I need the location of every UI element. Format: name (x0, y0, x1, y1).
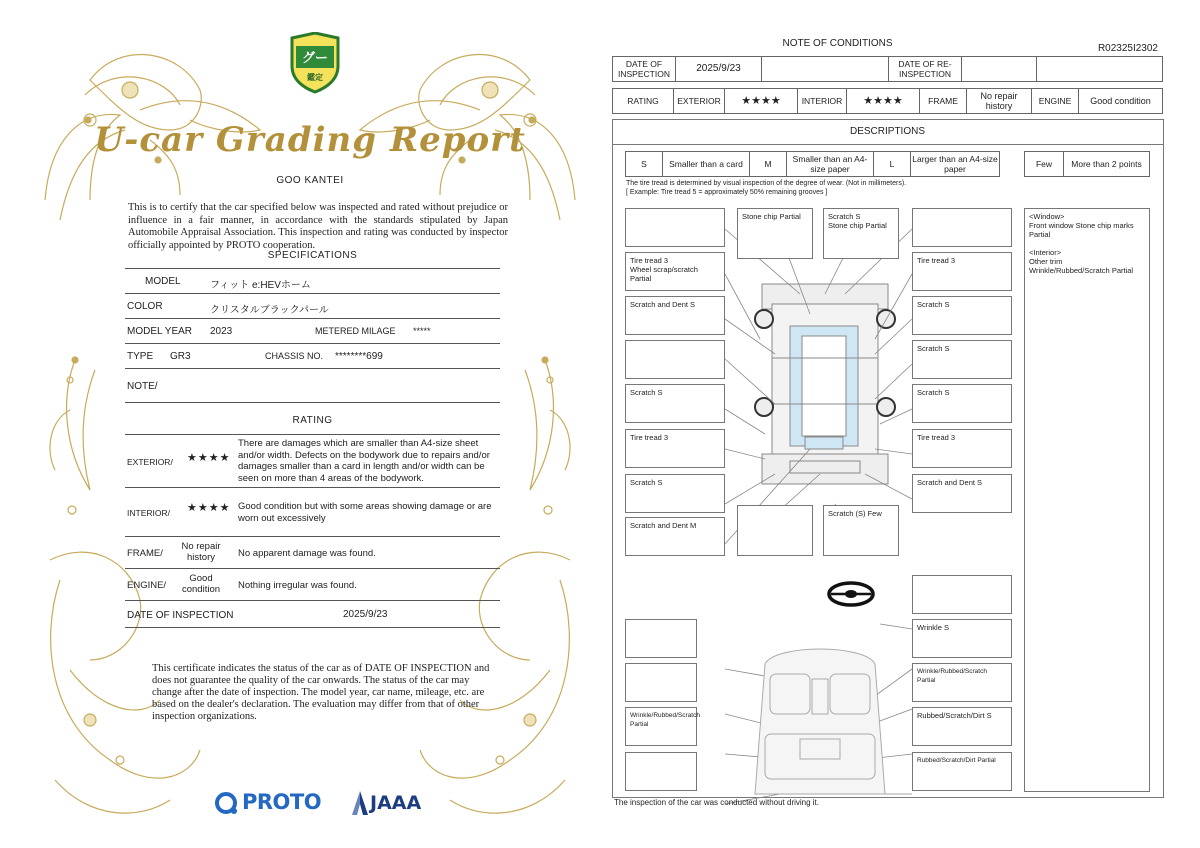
note-box-int-r3: Rubbed/Scratch/Dirt S (912, 707, 1012, 746)
goo-kantei-badge (288, 32, 342, 94)
note-box-bot-mid2: Scratch (S) Few (823, 505, 899, 556)
note-box-l7: Scratch and Dent M (625, 517, 725, 556)
note-box-int-l3: Wrinkle/Rubbed/Scratch Partial (625, 707, 697, 746)
note-box-r2: Scratch S (912, 296, 1012, 335)
date-value: 2025/9/23 (676, 57, 762, 82)
rating-description: No apparent damage was found. (238, 548, 376, 559)
spec-value: 2023 (210, 326, 233, 337)
note-box-l1: Tire tread 3 Wheel scrap/scratch Partial (625, 252, 725, 291)
note-box-empty (912, 208, 1012, 247)
empty-cell (962, 57, 1037, 82)
sheet-title: NOTE OF CONDITIONS (782, 38, 893, 49)
note-box-empty (625, 752, 697, 791)
rating-label: FRAME/ (127, 548, 163, 559)
tire-note: The tire tread is determined by visual inspection of the degree of wear. (Not in millimeters). (626, 180, 907, 187)
report-subtitle: GOO KANTEI (276, 175, 344, 186)
note-box-empty (625, 208, 725, 247)
rating-table (612, 88, 1163, 114)
note-box-r4: Scratch S (912, 384, 1012, 423)
sheet-id: R02325I2302 (1097, 43, 1158, 54)
window-heading: <Window> (1029, 212, 1065, 221)
spec-value: クリスタルブラックパール (210, 305, 329, 316)
empty-cell (1037, 57, 1163, 82)
spec-row-note (125, 369, 500, 403)
note-box-r5: Tire tread 3 (912, 429, 1012, 468)
rating-row-engine (125, 569, 500, 601)
note-box-top-mid2: Scratch S Stone chip Partial (823, 208, 899, 259)
spec-row-color (125, 294, 500, 319)
proto-logo-icon (214, 791, 240, 815)
engine-value: Good condition (181, 573, 221, 595)
interior-label: INTERIOR (798, 89, 847, 114)
legend-l-desc: Larger than an A4-size paper (911, 152, 1000, 177)
interior-stars: ★★★★ (847, 89, 920, 114)
descriptions-heading: DESCRIPTIONS (612, 119, 1163, 145)
interior-note: Other trim Wrinkle/Rubbed/Scratch Partial (1029, 257, 1134, 275)
exterior-stars: ★★★★ (725, 89, 798, 114)
spec-label: MODEL (145, 276, 181, 287)
date-label: DATE OF INSPECTION (613, 57, 676, 82)
rating-row-frame (125, 537, 500, 569)
legend-m-desc: Smaller than an A4-size paper (787, 152, 874, 177)
note-box-empty (737, 505, 813, 556)
note-box-empty (912, 575, 1012, 614)
spec-label: TYPE (127, 351, 154, 362)
frame-value: No repair history (967, 89, 1032, 114)
note-box-l4: Scratch S (625, 384, 725, 423)
proto-logo: PROTO (242, 790, 322, 814)
spec-label: NOTE/ (127, 381, 158, 392)
note-box-l2: Scratch and Dent S (625, 296, 725, 335)
report-title: U-car Grading Report (94, 120, 526, 160)
note-box-empty (625, 663, 697, 702)
rating-label: RATING (613, 89, 674, 114)
note-box-int-r2: Wrinkle/Rubbed/Scratch Partial (912, 663, 1012, 702)
rating-label: ENGINE/ (127, 580, 167, 591)
empty-cell (762, 57, 889, 82)
legend-few: Few (1025, 152, 1064, 177)
rating-label: INTERIOR/ (127, 508, 170, 518)
legend-few-table (1024, 151, 1150, 177)
rating-row-exterior (125, 435, 500, 488)
rating-row-date (125, 601, 500, 628)
jaaa-logo: JAAA (370, 792, 422, 814)
spacer (1029, 239, 1145, 248)
disclaimer-text: This certificate indicates the status of the car as of DATE OF INSPECTION and does not guarantee the quality of the car onwards. The status of the car may change after the date of inspection. The model year, car name, mileage, etc. are based on the dealer's declaration. The evaluation may differ from that of other inspection organizations. (152, 663, 490, 722)
grading-certificate (30, 20, 590, 830)
rating-description: There are damages which are smaller than A4-size sheet and/or width. Defects on the bodywork due to repairs and/or damages smaller than a card in length and/or width can be seen on more than 4 areas of the bodywork. (238, 438, 490, 484)
note-box-top-mid1: Stone chip Partial (737, 208, 813, 259)
jaaa-logo-icon (350, 790, 370, 816)
interior-heading: <Interior> (1029, 248, 1062, 257)
spec-row-model (125, 269, 500, 294)
steering-wheel-icon (826, 580, 876, 608)
rating-row-interior (125, 488, 500, 537)
certification-text: This is to certify that the car specified below was inspected and rated without prejudice or influence in a fair manner, in accordance with the standards stipulated by Japan Automobile Appraisal Association. This inspection and rating was conducted by inspector officially appointed by PROTO cooperation. (128, 202, 508, 251)
legend-m: M (750, 152, 787, 177)
legend-l: L (874, 152, 911, 177)
interior-stars: ★★★★ (187, 502, 231, 514)
engine-label: ENGINE (1032, 89, 1079, 114)
engine-value: Good condition (1079, 89, 1163, 114)
note-box-int-r4: Rubbed/Scratch/Dirt Partial (912, 752, 1012, 791)
frame-value: No repair history (181, 541, 221, 563)
note-box-empty (625, 340, 725, 379)
svg-text:グー: グー (301, 51, 329, 66)
date-label: DATE OF INSPECTION (127, 610, 234, 621)
note-box-r3: Scratch S (912, 340, 1012, 379)
legend-few-desc: More than 2 points (1064, 152, 1150, 177)
reinspection-label: DATE OF RE-INSPECTION (889, 57, 962, 82)
rating-description: Good condition but with some areas showing damage or are worn out excessively (238, 501, 492, 524)
frame-label: FRAME (920, 89, 967, 114)
exterior-label: EXTERIOR (674, 89, 725, 114)
note-box-r1: Tire tread 3 (912, 252, 1012, 291)
legend-table (625, 151, 1000, 177)
side-notes-panel (1024, 208, 1150, 792)
shield-icon (288, 32, 342, 94)
note-box-l6: Scratch S (625, 474, 725, 513)
spec-label: MODEL YEAR (127, 326, 193, 337)
spec-row-type (125, 344, 500, 369)
note-box-r6: Scratch and Dent S (912, 474, 1012, 513)
spec-value: ***** (413, 326, 431, 336)
sheet-footer: The inspection of the car was conducted without driving it. (614, 798, 819, 807)
spec-label: CHASSIS NO. (265, 351, 324, 361)
legend-s-desc: Smaller than a card (663, 152, 750, 177)
car-interior-diagram (745, 634, 895, 804)
window-note: Front window Stone chip marks Partial (1029, 221, 1134, 239)
spec-value: GR3 (170, 351, 191, 362)
svg-text:鑑定: 鑑定 (307, 73, 323, 82)
note-of-conditions-sheet (610, 34, 1165, 814)
tire-example-note: [ Example: Tire tread 5 = approximately 50% remaining grooves ] (626, 189, 828, 196)
spec-value: ********699 (335, 351, 383, 362)
date-value: 2025/9/23 (343, 609, 388, 620)
exterior-stars: ★★★★ (187, 452, 231, 464)
rating-label: EXTERIOR/ (127, 457, 173, 467)
legend-s: S (626, 152, 663, 177)
spec-value: フィット e:HEVホーム (210, 280, 311, 291)
spec-row-year (125, 319, 500, 344)
rating-description: Nothing irregular was found. (238, 580, 357, 591)
rating-heading: RATING (292, 415, 333, 426)
note-box-l5: Tire tread 3 (625, 429, 725, 468)
date-table (612, 56, 1163, 82)
spec-label: METERED MILAGE (315, 326, 396, 336)
note-box-empty (625, 619, 697, 658)
spec-label: COLOR (127, 301, 163, 312)
specifications-heading: SPECIFICATIONS (267, 250, 358, 261)
note-box-int-r1: Wrinkle S (912, 619, 1012, 658)
